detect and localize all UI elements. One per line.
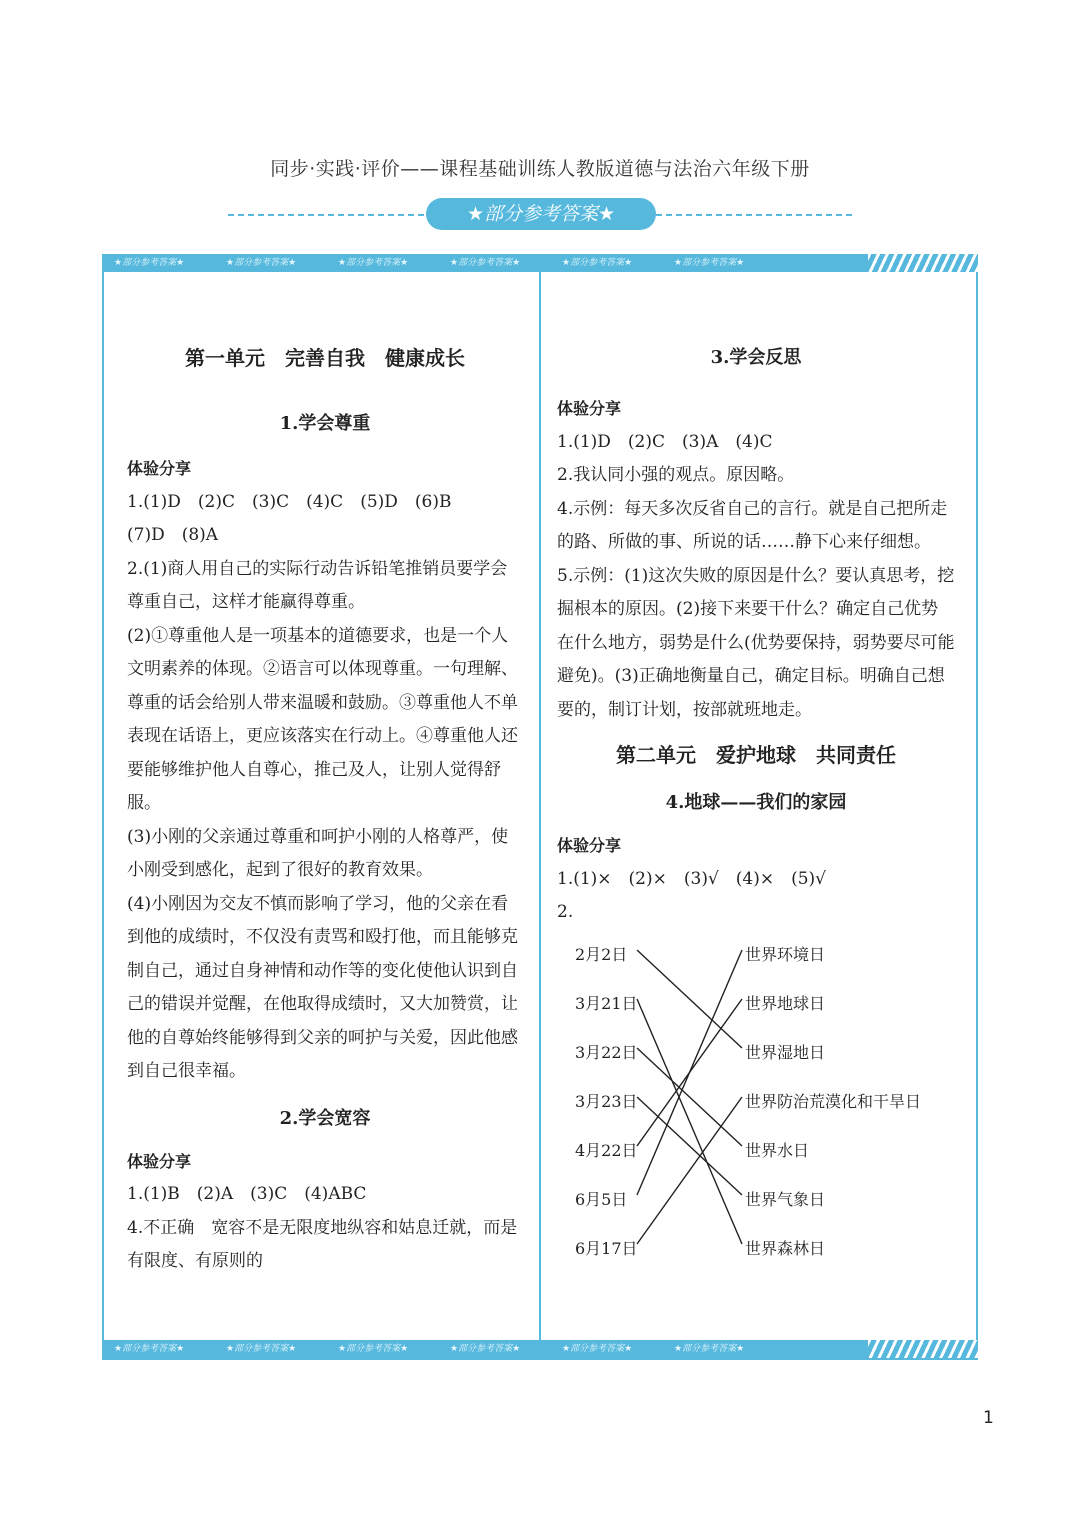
lesson-1-answer-1a: 1.(1)D (2)C (3)C (4)C (5)D (6)B (127, 491, 452, 512)
unit-2-title: 第二单元 爱护地球 共同责任 (616, 743, 896, 767)
strip-label: ★部分参考答案★ (674, 258, 745, 268)
lesson-1-subheading: 体验分享 (127, 459, 192, 478)
match-line-1 (637, 950, 742, 1048)
frame-top-strip (102, 254, 978, 272)
lesson-4-answer-1: 1.(1)× (2)× (3)√ (4)× (5)√ (557, 868, 827, 889)
strip-label: ★部分参考答案★ (562, 258, 633, 268)
match-line-4 (637, 1097, 742, 1195)
right-column (557, 340, 955, 1276)
lesson-3-subheading: 体验分享 (557, 399, 622, 418)
page-number: 1 (983, 1408, 994, 1428)
page-header-title: 同步·实践·评价——课程基础训练人教版道德与法治六年级下册 (270, 158, 810, 180)
match-line-2 (637, 999, 742, 1244)
match-line-3 (637, 1048, 742, 1146)
match-date-5: 4月22日 (575, 1140, 638, 1160)
lesson-1-title: 1.学会尊重 (279, 413, 371, 434)
strip-hatch-decoration (868, 1340, 978, 1358)
match-date-3: 3月22日 (575, 1042, 638, 1062)
strip-hatch-decoration (868, 254, 978, 272)
strip-label: ★部分参考答案★ (114, 258, 185, 268)
lesson-4-subheading: 体验分享 (557, 836, 622, 855)
lesson-3-answer-5: 5.示例：(1)这次失败的原因是什么？要认真思考，挖掘根本的原因。(2)接下来要干什么？确定自己优势在什么地方，弱势是什么(优势要保持，弱势要尽可能避免)。(3)正确地衡量自己，确定目标。明确自己想要的，制订计划，按部就班地走。 (557, 565, 955, 720)
column-divider (539, 272, 541, 1340)
strip-label: ★部分参考答案★ (562, 1344, 633, 1354)
header-dashed-line-right (656, 214, 852, 216)
strip-label: ★部分参考答案★ (338, 1344, 409, 1354)
lesson-4-title: 4.地球——我们的家园 (665, 792, 847, 813)
match-event-7: 世界森林日 (745, 1238, 826, 1258)
strip-label: ★部分参考答案★ (674, 1344, 745, 1354)
lesson-1-answer-2-4: (4)小刚因为交友不慎而影响了学习，他的父亲在看到他的成绩时，不仅没有责骂和殴打他，而且能够克制自己，通过自身神情和动作等的变化使他认识到自己的错误并觉醒，在他取得成绩时，又大加赞赏，让他的自尊始终能够得到父亲的呵护与关爱，因此他感到自己很幸福。 (127, 893, 518, 1081)
frame-bottom-strip (102, 1340, 978, 1358)
answer-banner: ★部分参考答案★ (426, 198, 656, 230)
header-dashed-line-left (228, 214, 424, 216)
strip-label: ★部分参考答案★ (114, 1344, 185, 1354)
strip-label: ★部分参考答案★ (338, 258, 409, 268)
lesson-1-answer-1b: (7)D (8)A (127, 525, 219, 545)
lesson-3-answer-2: 2.我认同小强的观点。原因略。 (557, 465, 795, 485)
match-event-2: 世界地球日 (745, 993, 826, 1013)
match-date-1: 2月2日 (575, 944, 628, 964)
lesson-1-answer-2-3: (3)小刚的父亲通过尊重和呵护小刚的人格尊严，使小刚受到感化，起到了很好的教育效果。 (127, 826, 509, 880)
match-event-3: 世界湿地日 (745, 1042, 826, 1062)
strip-label: ★部分参考答案★ (226, 1344, 297, 1354)
strip-label: ★部分参考答案★ (226, 258, 297, 268)
match-date-4: 3月23日 (575, 1091, 638, 1111)
lesson-2-answer-1: 1.(1)B (2)A (3)C (4)ABC (127, 1184, 367, 1204)
lesson-3-title: 3.学会反思 (710, 347, 802, 368)
match-event-5: 世界水日 (745, 1140, 810, 1160)
lesson-2-title: 2.学会宽容 (279, 1107, 371, 1129)
match-event-1: 世界环境日 (745, 944, 826, 964)
lesson-3-answer-1: 1.(1)D (2)C (3)A (4)C (557, 431, 773, 452)
lesson-4-answer-2-label: 2. (557, 902, 574, 922)
match-date-6: 6月5日 (575, 1189, 628, 1209)
match-event-6: 世界气象日 (745, 1189, 826, 1209)
date-event-matching-diagram (557, 936, 955, 1276)
strip-label: ★部分参考答案★ (450, 258, 521, 268)
match-line-7 (637, 1097, 742, 1244)
lesson-3-answer-4: 4.示例：每天多次反省自己的言行。就是自己把所走的路、所做的事、所说的话……静下心来仔细想。 (557, 498, 948, 552)
strip-label: ★部分参考答案★ (450, 1344, 521, 1354)
lesson-1-answer-2-1: 2.(1)商人用自己的实际行动告诉铅笔推销员要学会尊重自己，这样才能赢得尊重。 (127, 558, 508, 612)
left-column (127, 340, 523, 1279)
unit-1-title: 第一单元 完善自我 健康成长 (185, 346, 465, 370)
match-line-6 (637, 950, 742, 1195)
lesson-2-answer-4: 4.不正确 宽容不是无限度地纵容和姑息迁就，而是有限度、有原则的 (127, 1217, 518, 1271)
match-event-4: 世界防治荒漠化和干旱日 (745, 1091, 922, 1111)
match-date-2: 3月21日 (575, 993, 638, 1013)
lesson-2-subheading: 体验分享 (127, 1151, 192, 1171)
match-date-7: 6月17日 (575, 1238, 638, 1258)
lesson-1-answer-2-2: (2)①尊重他人是一项基本的道德要求，也是一个人文明素养的体现。②语言可以体现尊重。一句理解、尊重的话会给别人带来温暖和鼓励。③尊重他人不单表现在话语上，更应该落实在行动上。④尊重他人还要能够维护他人自尊心，推己及人，让别人觉得舒服。 (127, 625, 518, 813)
